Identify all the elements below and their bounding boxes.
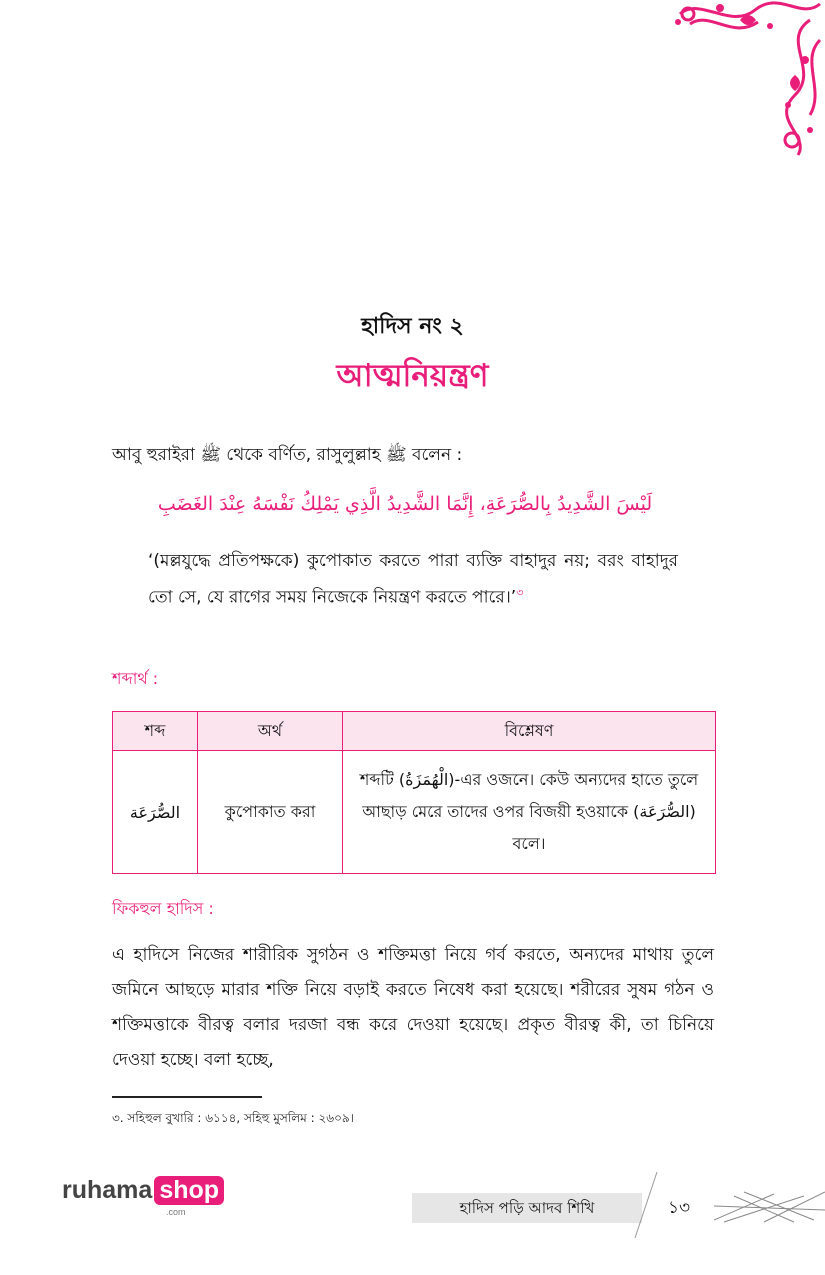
corner-ornament-icon [660,0,825,160]
arabic-hadith-text: لَيْسَ الشَّدِيدُ بِالصُّرَعَةِ، إِنَّمَا الشَّدِيدُ الَّذِي يَمْلِكُ نَفْسَهُ عِنْدَ الغَضَبِ [157,493,653,515]
hadith-translation [148,545,678,614]
logo-wordmark: ruhama [62,1176,153,1204]
column-header-meaning: অর্থ [198,712,343,751]
column-header-analysis: বিশ্লেষণ [343,712,716,751]
logo-domain: .com [166,1207,186,1217]
column-header-word: শব্দ [113,712,198,751]
translation-text: ‘(মল্লযুদ্ধে প্রতিপক্ষকে) কুপোকাত করতে পারা ব্যক্তি বাহাদুর নয়; বরং বাহাদুর তো সে, যে রাগের সময় নিজেকে নিয়ন্ত্রণ করতে পারে।’ [148,551,678,608]
book-title-bar: হাদিস পড়ি আদব শিখি [412,1193,642,1223]
chapter-title: আত্মনিয়ন্ত্রণ [336,358,489,394]
footnote-marker: ৩ [516,586,524,599]
fiqh-body-text: এ হাদিসে নিজের শারীরিক সুগঠন ও শক্তিমত্তা নিয়ে গর্ব করতে, অন্যদের মাথায় তুলে জমিনে আছড়ে মারার শক্তি নিয়ে বড়াই করতে নিষেধ করা হয়েছে। শরীরের সুষম গঠন ও শক্তিমত্তাকে বীরত্ব বলার দরজা বন্ধ করে দেওয়া হয়েছে। প্রকৃত বীরত্ব কী, তা চিনিয়ে দেওয়া হচ্ছে। বলা হচ্ছে, [112,945,714,1070]
logo-shop-badge: shop [154,1176,224,1205]
publisher-logo [62,1176,224,1216]
table-row [113,751,716,874]
hadith-number-heading: হাদিস নং ২ [361,314,464,339]
fiqh-label: ফিকহুল হাদিস : [112,899,214,918]
meaning-cell: কুপোকাত করা [198,751,343,874]
hadith-intro: আবু হুরাইরা ﷺ থেকে বর্ণিত, রাসুলুল্লাহ ﷺ বলেন : [112,445,463,465]
glossary-table [112,711,716,874]
glossary-label: শব্দার্থ : [112,669,159,688]
footnote-divider [112,1096,262,1098]
decorative-scratch-icon [714,1190,825,1224]
footnote-text: ৩. সহিহুল বুখারি : ৬১১৪, সহিহু মুসলিম : ২৬০৯। [112,1111,354,1125]
page-number: ১৩ [667,1198,691,1218]
analysis-cell: শব্দটি (الْهُمَزَةُ)-এর ওজনে। কেউ অন্যদের হাতে তুলে আছাড় মেরে তাদের ওপর বিজয়ী হওয়াকে (الصُّرَعَة) বলে। [343,751,716,874]
glossary-header-row [113,712,716,751]
word-cell: الصُّرَعَة [113,751,198,874]
